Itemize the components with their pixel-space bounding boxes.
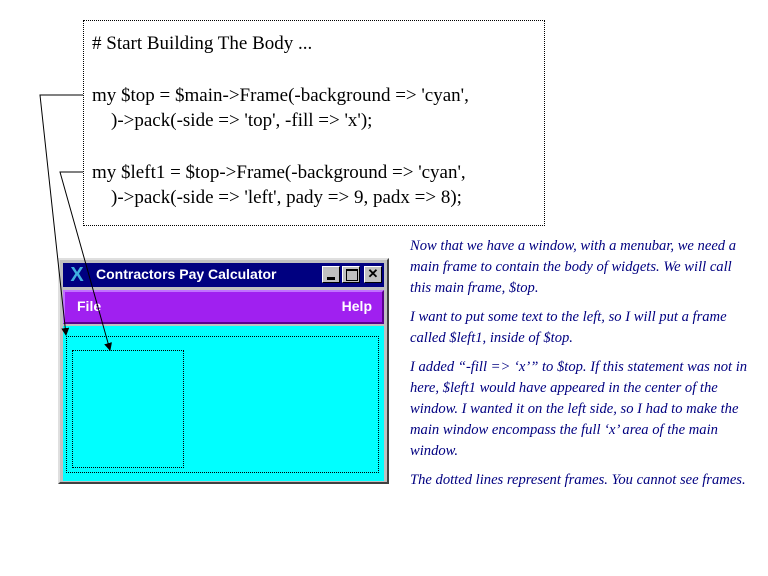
x-icon[interactable]: X — [70, 264, 84, 286]
code-left1-frame-line: my $left1 = $top->Frame(-background => 'cyan', — [92, 162, 466, 183]
note-paragraph: I added “-fill => ‘x’” to $top. If this statement was not in here, $left1 would have appeared in the center of the window. I wanted it on the left side, so I had to make the main window encompass the full ‘x’ area of the main window. — [410, 359, 748, 459]
note-paragraph: The dotted lines represent frames. You cannot see frames. — [410, 472, 746, 488]
minimize-button[interactable] — [322, 266, 340, 283]
note-paragraph: I want to put some text to the left, so I will put a frame called $left1, inside of $top. — [410, 309, 727, 346]
code-top-frame-line: my $top = $main->Frame(-background => 'cyan', — [92, 85, 469, 106]
window-body — [63, 326, 384, 481]
close-button[interactable] — [364, 266, 382, 283]
code-comment-line: # Start Building The Body ... — [92, 33, 313, 54]
code-top-pack-line: )->pack(-side => 'top', -fill => 'x'); — [92, 110, 373, 131]
app-window — [58, 258, 389, 484]
menu-file[interactable]: File — [77, 298, 102, 314]
frame-left1-outline — [72, 350, 184, 468]
minimize-icon — [327, 277, 335, 280]
note-paragraph: Now that we have a window, with a menubar, we need a main frame to contain the body of widgets. We will call this main frame, $top. — [410, 238, 737, 296]
maximize-button[interactable] — [342, 266, 360, 283]
explanation-notes — [410, 236, 750, 499]
code-left1-pack-line: )->pack(-side => 'left', pady => 9, padx => 8); — [92, 187, 462, 208]
close-icon: ✕ — [367, 266, 379, 281]
menu-help[interactable]: Help — [341, 298, 372, 314]
code-box — [83, 20, 545, 226]
window-title: Contractors Pay Calculator — [96, 266, 277, 282]
maximize-icon — [346, 269, 358, 281]
menu-bar — [63, 290, 384, 324]
title-bar[interactable] — [63, 263, 384, 287]
